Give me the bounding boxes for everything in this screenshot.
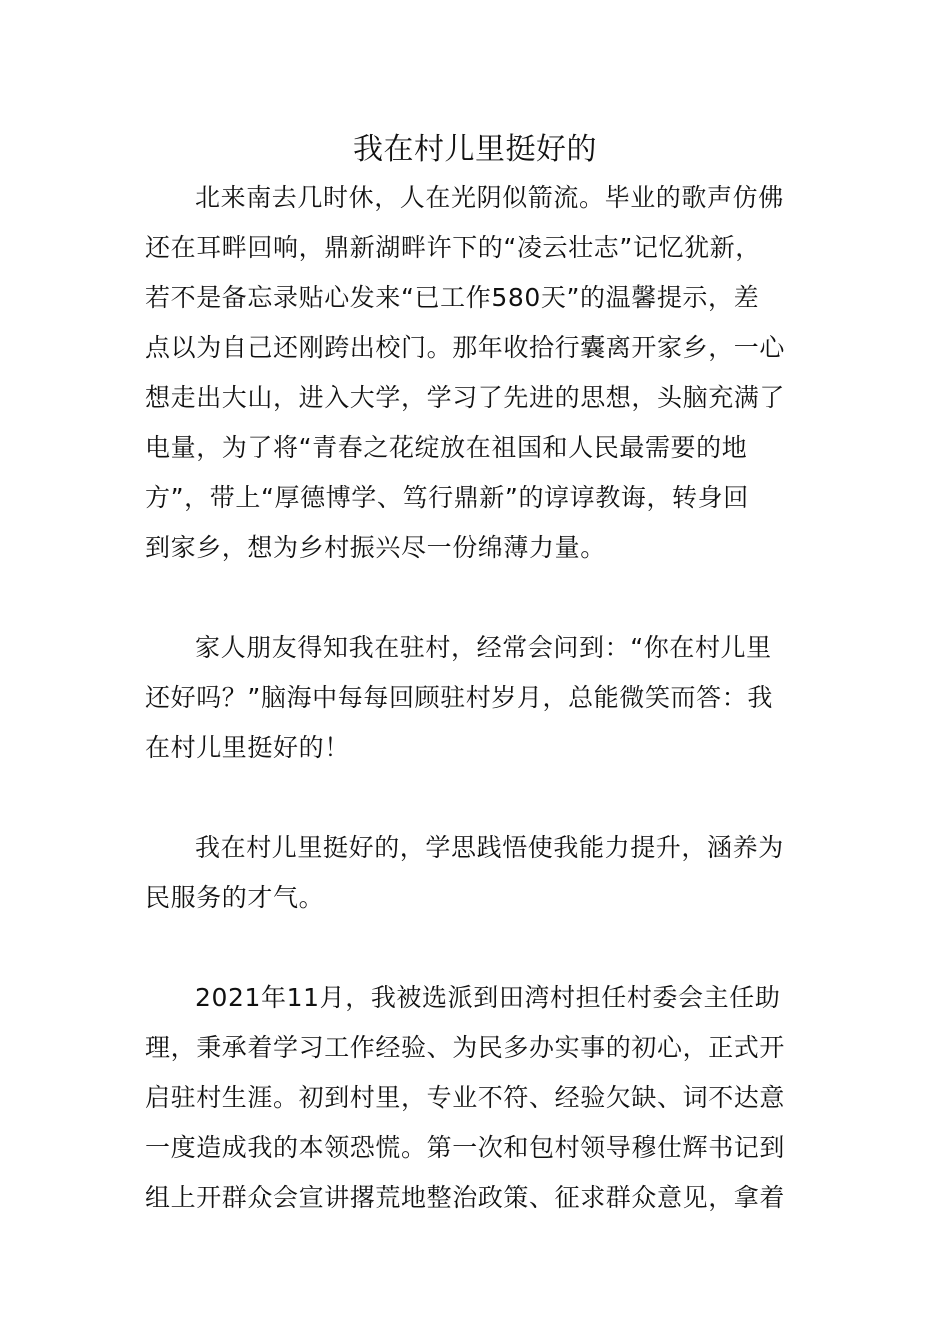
paragraph-3-line-2: 民服务的才气。 bbox=[145, 883, 325, 912]
paragraph-4-line-5: 组上开群众会宣讲撂荒地整治政策、征求群众意见，拿着 bbox=[145, 1183, 786, 1212]
paragraph-1-line-3: 若不是备忘录贴心发来“已工作580天”的温馨提示，差 bbox=[145, 283, 760, 312]
paragraph-1-line-7: 方”，带上“厚德博学、笃行鼎新”的谆谆教诲，转身回 bbox=[145, 483, 749, 512]
paragraph-4-line-2: 理，秉承着学习工作经验、为民多办实事的初心，正式开 bbox=[145, 1033, 786, 1062]
paragraph-4-line-1: 2021年11月，我被选派到田湾村担任村委会主任助 bbox=[195, 983, 781, 1012]
paragraph-4-line-3: 启驻村生涯。初到村里，专业不符、经验欠缺、词不达意 bbox=[145, 1083, 786, 1112]
paragraph-1-line-1: 北来南去几时休，人在光阴似箭流。毕业的歌声仿佛 bbox=[195, 183, 784, 212]
paragraph-2-line-2: 还好吗？”脑海中每每回顾驻村岁月，总能微笑而答：我 bbox=[145, 683, 773, 712]
paragraph-1-line-8: 到家乡，想为乡村振兴尽一份绵薄力量。 bbox=[145, 533, 606, 562]
paragraph-1-line-2: 还在耳畔回响，鼎新湖畔许下的“凌云壮志”记忆犹新， bbox=[145, 233, 761, 262]
paragraph-4-line-4: 一度造成我的本领恐慌。第一次和包村领导穆仕辉书记到 bbox=[145, 1133, 786, 1162]
paragraph-3-line-1: 我在村儿里挺好的，学思践悟使我能力提升，涵养为 bbox=[195, 833, 784, 862]
paragraph-1-line-5: 想走出大山，进入大学，学习了先进的思想，头脑充满了 bbox=[145, 383, 786, 412]
paragraph-1-line-6: 电量，为了将“青春之花绽放在祖国和人民最需要的地 bbox=[145, 433, 748, 462]
paragraph-1-line-4: 点以为自己还刚跨出校门。那年收拾行囊离开家乡，一心 bbox=[145, 333, 786, 362]
paragraph-2-line-3: 在村儿里挺好的！ bbox=[145, 733, 350, 762]
paragraph-2-line-1: 家人朋友得知我在驻村，经常会问到：“你在村儿里 bbox=[195, 633, 772, 662]
document-title: 我在村儿里挺好的 bbox=[353, 132, 597, 167]
